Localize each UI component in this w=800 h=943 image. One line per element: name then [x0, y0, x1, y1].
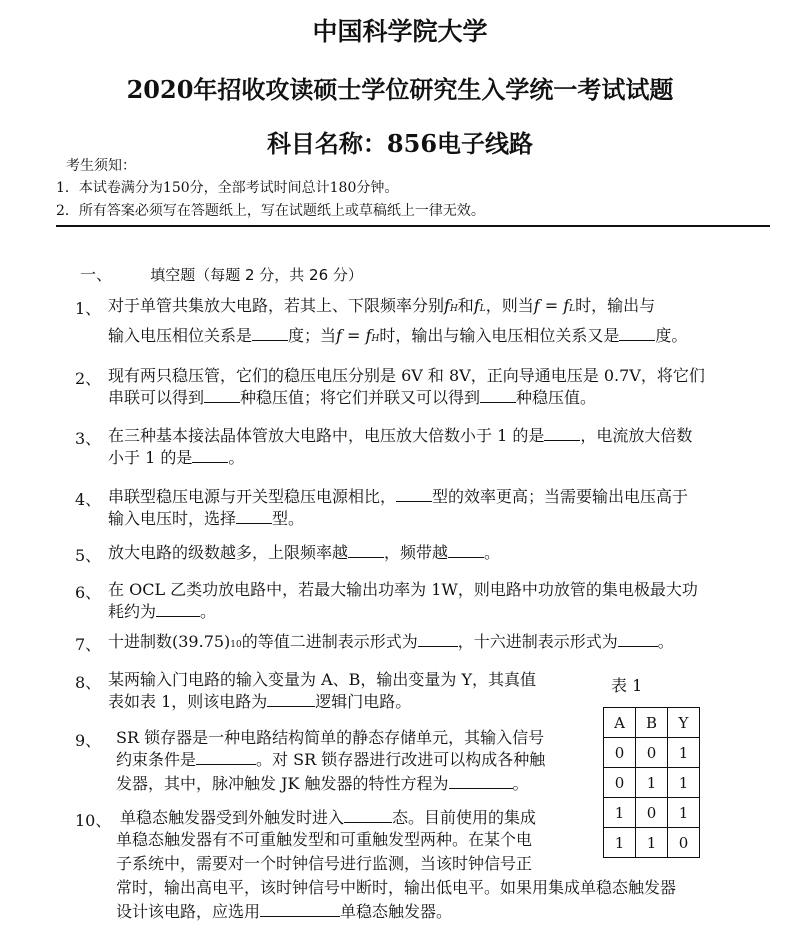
q8-end: 逻辑门电路。 — [315, 692, 412, 711]
table-cell: 0 — [636, 738, 668, 768]
q1-fh-sub: H — [449, 304, 458, 314]
q3-end: 。 — [228, 448, 245, 467]
q3-blank-2[interactable] — [192, 448, 228, 463]
table-header-row — [604, 708, 700, 738]
table-row — [604, 828, 700, 858]
q9-text-c: 发器，其中，脉冲触发 JK 触发器的特性方程为 — [116, 774, 449, 793]
q1-fh2: f — [365, 326, 372, 345]
truth-table — [603, 707, 700, 858]
exam-title: 2020年招收攻读硕士学位研究生入学统一考试试题 — [126, 75, 674, 104]
header-divider — [56, 225, 770, 227]
q2-text-a: 串联可以得到 — [108, 388, 205, 407]
q10-line5 — [116, 898, 452, 926]
q1-line1 — [108, 292, 655, 323]
q2-blank-2[interactable] — [480, 388, 516, 403]
q10-end: 单稳态触发器。 — [340, 902, 453, 921]
q3-text-a: 在三种基本接法晶体管放大电路中，电压放大倍数小于 1 的是 — [108, 426, 545, 445]
table-cell: 1 — [668, 798, 700, 828]
q1-text: 对于单管共集放大电路，若其上、下限频率分别 — [108, 296, 445, 315]
q9-text-b: 。对 SR 锁存器进行改进可以构成各种触 — [256, 750, 546, 769]
q9-line3 — [116, 770, 529, 798]
q10-line3: 子系统中，需要对一个时钟信号进行监测，当该时钟信号正 — [116, 854, 533, 873]
q6-line1: 在 OCL 乙类功放电路中，若最大输出功率为 1W，则电路中功放管的集电极最大功 — [108, 580, 698, 599]
q8-number: 8、 — [75, 673, 102, 692]
q4-end: 型。 — [272, 509, 305, 528]
q4-blank-2[interactable] — [236, 509, 272, 524]
q1-fl2-sub: L — [569, 304, 576, 314]
q9-blank-2[interactable] — [449, 774, 513, 789]
q7-number: 7、 — [75, 635, 102, 654]
q1-blank-1[interactable] — [252, 326, 288, 341]
table-caption: 表 1 — [611, 676, 643, 695]
subject-title: 科目名称：856电子线路 — [266, 129, 534, 158]
table-header-a: A — [604, 708, 636, 738]
table-cell: 1 — [636, 768, 668, 798]
q9-number: 9、 — [75, 731, 102, 750]
q7-line1 — [108, 628, 674, 659]
q7-end: 。 — [657, 632, 674, 651]
table-row — [604, 768, 700, 798]
notice-heading: 考生须知： — [66, 158, 136, 174]
q1-fh: f — [444, 296, 450, 315]
q1-eq: = — [539, 296, 564, 315]
q1-f-2: f — [336, 326, 342, 345]
table-cell: 0 — [636, 798, 668, 828]
table-cell: 0 — [668, 828, 700, 858]
school-title: 中国科学院大学 — [312, 17, 488, 46]
q4-text-a: 串联型稳压电源与开关型稳压电源相比， — [108, 487, 397, 506]
q10-line2: 单稳态触发器有不可重触发型和可重触发型两种。在某个电 — [116, 830, 533, 849]
q9-line1: SR 锁存器是一种电路结构简单的静态存储单元，其输入信号 — [116, 728, 545, 747]
q9-blank-1[interactable] — [196, 750, 256, 765]
q5-end: 。 — [484, 543, 501, 562]
q1-fl2: f — [563, 296, 570, 315]
q9-text-a: 约束条件是 — [116, 750, 197, 769]
q5-blank-1[interactable] — [348, 543, 384, 558]
q3-blank-1[interactable] — [544, 426, 580, 441]
q7-text-b: 的等值二进制表示形式为 — [241, 632, 418, 651]
q1-phase-text-2: 时，输出与输入电压相位关系又是 — [379, 326, 620, 345]
q6-number: 6、 — [75, 583, 102, 602]
q10-text-b: 态。目前使用的集成 — [392, 808, 537, 827]
table-cell: 0 — [604, 768, 636, 798]
q5-number: 5、 — [75, 546, 102, 565]
q10-blank-1[interactable] — [344, 808, 392, 823]
q6-line2 — [108, 598, 216, 626]
notice-item-1: 1．本试卷满分为150分，全部考试时间总计180分钟。 — [56, 180, 399, 196]
q2-line1: 现有两只稳压管，它们的稳压电压分别是 6V 和 8V，正向导通电压是 0.7V，将它们 — [108, 366, 705, 385]
table-cell: 1 — [636, 828, 668, 858]
table-header-y: Y — [668, 708, 700, 738]
q7-subscript: 10 — [230, 640, 242, 650]
q5-text-a: 放大电路的级数越多，上限频率越 — [108, 543, 349, 562]
table-row — [604, 798, 700, 828]
table-cell: 1 — [604, 828, 636, 858]
q4-text-c: 输入电压时，选择 — [108, 509, 237, 528]
table-header-b: B — [636, 708, 668, 738]
q7-blank-2[interactable] — [618, 632, 658, 647]
q10-number: 10、 — [75, 811, 112, 830]
q4-blank-1[interactable] — [396, 487, 432, 502]
q7-text-c: ，十六进制表示形式为 — [457, 632, 618, 651]
q10-text-c: 设计该电路，应选用 — [116, 902, 261, 921]
q1-f: f — [533, 296, 540, 315]
q3-number: 3、 — [75, 429, 102, 448]
table-cell: 1 — [668, 738, 700, 768]
q1-then: ，则当 — [485, 296, 534, 315]
table-cell: 0 — [604, 738, 636, 768]
q2-blank-1[interactable] — [204, 388, 240, 403]
q1-line2 — [108, 322, 687, 353]
q1-fh2-sub: H — [371, 334, 380, 344]
q9-end: 。 — [512, 774, 529, 793]
q10-text-a: 单稳态触发器受到外触发时进入 — [120, 808, 345, 827]
q8-line2 — [108, 688, 411, 716]
q2-text-b: 种稳压值；将它们并联又可以得到 — [240, 388, 481, 407]
q3-text-c: 小于 1 的是 — [108, 448, 193, 467]
q6-text-a: 耗约为 — [108, 602, 157, 621]
q6-end: 。 — [200, 602, 217, 621]
q5-line1 — [108, 539, 500, 567]
q3-line2 — [108, 444, 244, 472]
q1-number: 1、 — [75, 299, 102, 318]
section-heading — [80, 262, 363, 285]
q7-decimal: 十进制数(39.75) — [108, 632, 231, 651]
q4-number: 4、 — [75, 490, 102, 509]
q4-text-b: 型的效率更高；当需要输出电压高于 — [432, 487, 689, 506]
q2-line2 — [108, 384, 596, 412]
q3-text-b: ，电流放大倍数 — [580, 426, 693, 445]
q8-text-a: 表如表 1，则该电路为 — [108, 692, 268, 711]
table-cell: 1 — [604, 798, 636, 828]
q10-line4: 常时，输出高电平，该时钟信号中断时，输出低电平。如果用集成单稳态触发器 — [116, 878, 677, 897]
notice-item-2: 2．所有答案必须写在答题纸上，写在试题纸上或草稿纸上一律无效。 — [56, 203, 485, 219]
q1-eq-2: = — [341, 326, 366, 345]
q8-line1: 某两输入门电路的输入变量为 A、B，输出变量为 Y，其真值 — [108, 670, 537, 689]
q4-line2 — [108, 505, 304, 533]
q5-text-b: ，频带越 — [384, 543, 449, 562]
q5-blank-2[interactable] — [448, 543, 484, 558]
q1-and: 和 — [457, 296, 474, 315]
section-number: 一、 — [80, 265, 113, 284]
table-cell: 1 — [668, 768, 700, 798]
q1-when: 时，输出与 — [575, 296, 656, 315]
q10-blank-2[interactable] — [260, 902, 340, 917]
section-title: 填空题（每题 2 分，共 26 分） — [150, 266, 363, 284]
q2-text-c: 种稳压值。 — [516, 388, 597, 407]
q8-blank[interactable] — [267, 692, 315, 707]
q1-degree-text: 度；当 — [288, 326, 337, 345]
q1-end: 度。 — [655, 326, 688, 345]
table-row — [604, 738, 700, 768]
q7-blank-1[interactable] — [418, 632, 458, 647]
q2-number: 2、 — [75, 369, 102, 388]
q1-fl-sub: L — [479, 304, 486, 314]
q1-phase-text: 输入电压相位关系是 — [108, 326, 253, 345]
q6-blank[interactable] — [156, 602, 200, 617]
q1-fl: f — [473, 296, 480, 315]
q1-blank-2[interactable] — [619, 326, 655, 341]
